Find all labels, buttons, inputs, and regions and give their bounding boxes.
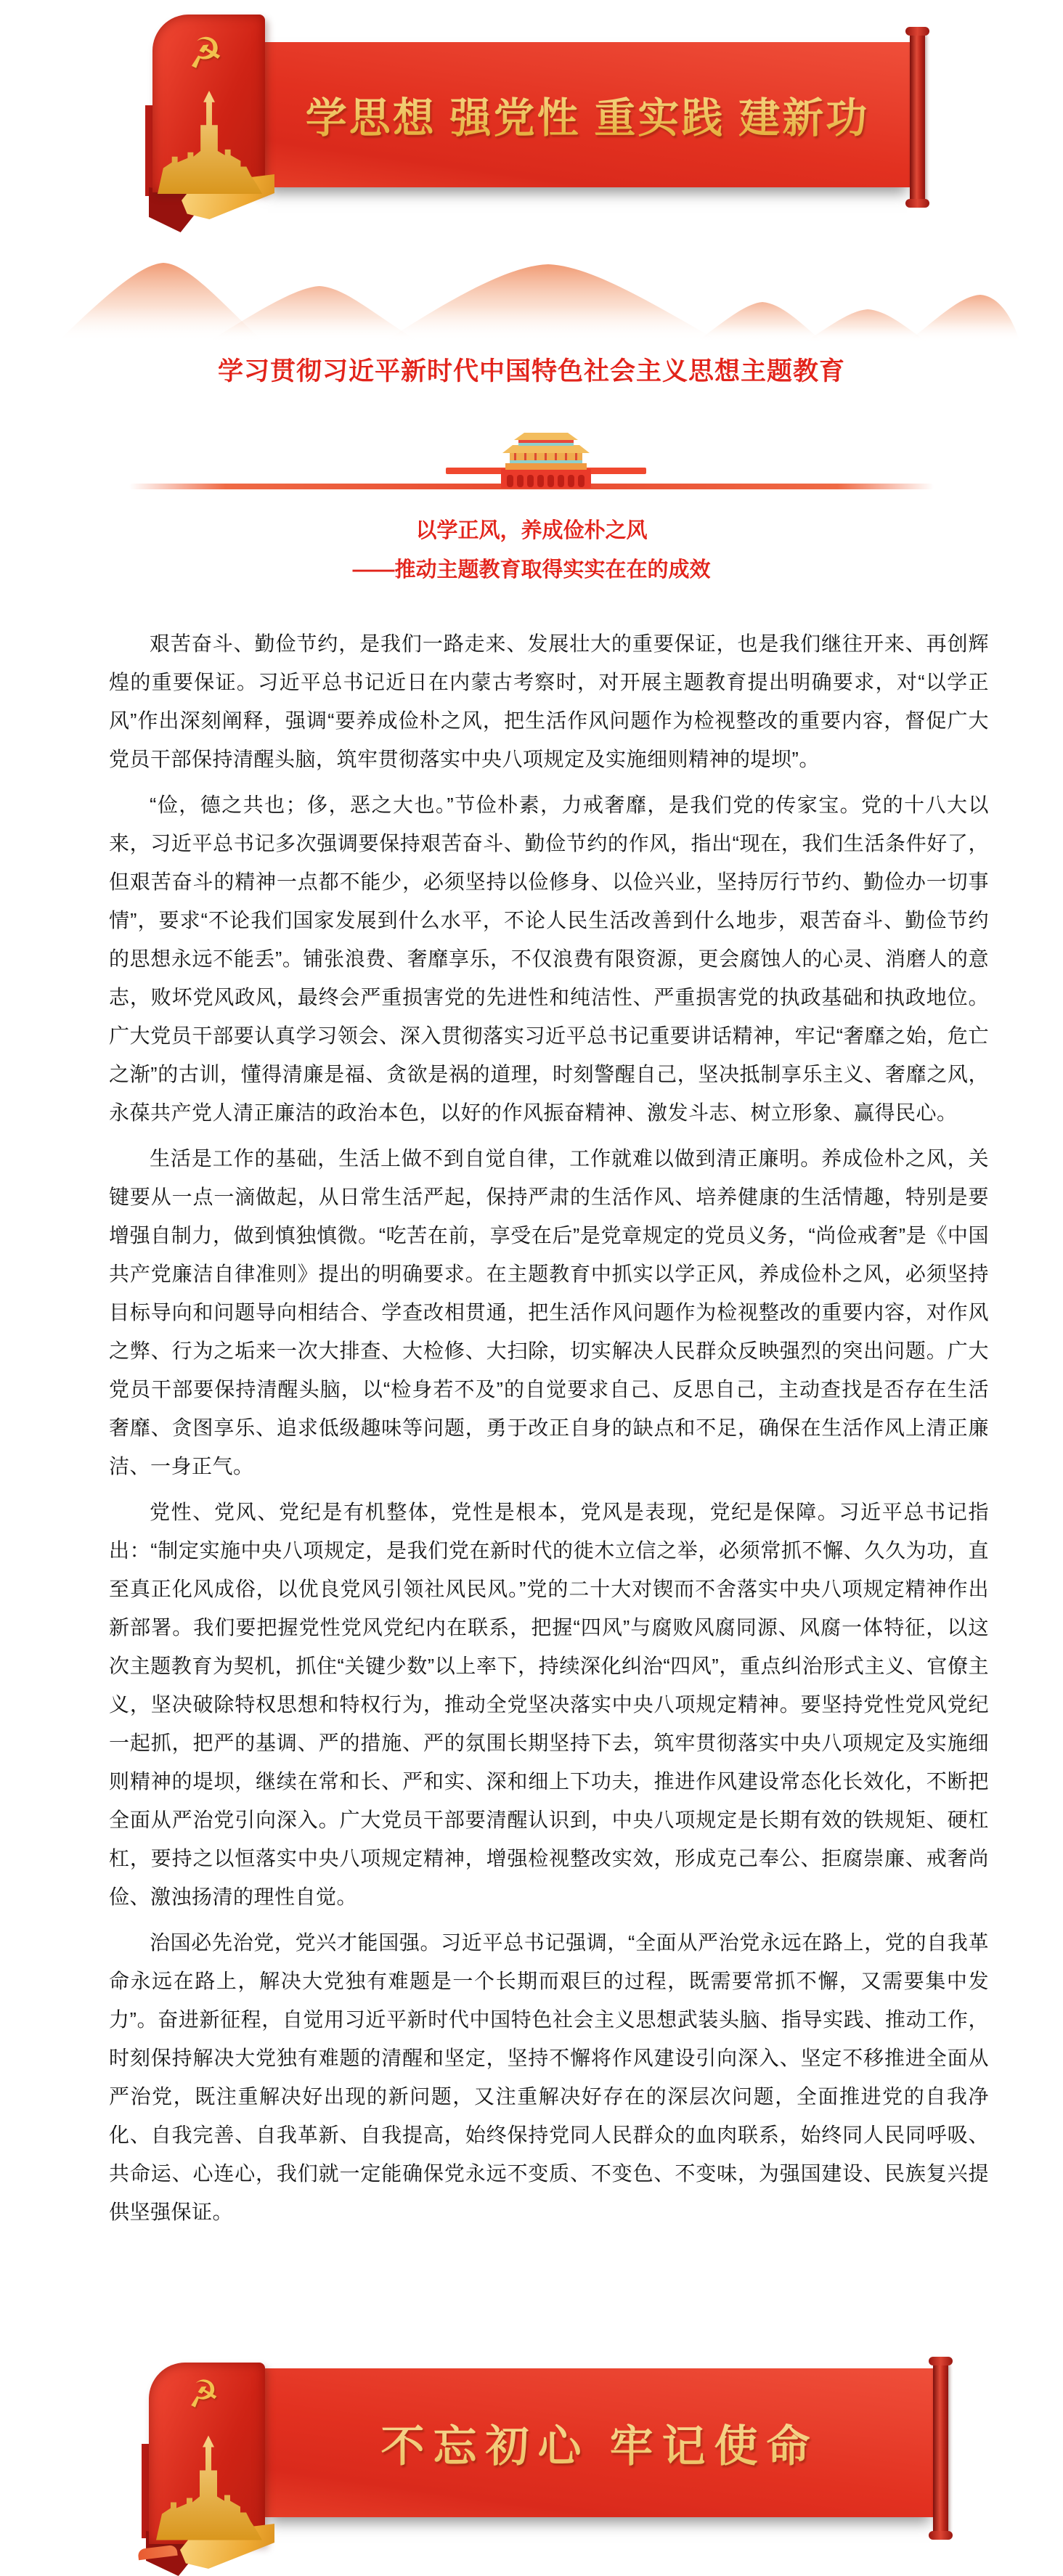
top-scroll-banner [142, 11, 933, 229]
bottom-banner-slogan: 不忘初心 牢记使命 [265, 2368, 934, 2517]
article-paragraph: 艰苦奋斗、勤俭节约，是我们一路走来、发展壮大的重要保证，也是我们继往开来、再创辉煌的重要保证。习近平总书记近日在内蒙古考察时，对开展主题教育提出明确要求，对“以学正风”作出深刻阐释，强调“要养成俭朴之风，把生活作风问题作为检视整改的重要内容，督促广大党员干部保持清醒头脑，筑牢贯彻落实中央八项规定及实施细则精神的堤坝”。 [109, 632, 989, 770]
article-paragraph: “俭，德之共也；侈，恶之大也。”节俭朴素，力戒奢靡，是我们党的传家宝。党的十八大以来，习近平总书记多次强调要保持艰苦奋斗、勤俭节约的作风，指出“现在，我们生活条件好了，但艰苦奋斗的精神一点都不能少，必须坚持以俭修身、以俭兴业，坚持厉行节约、勤俭办一切事情”，要求“不论我们国家发展到什么水平，不论人民生活改善到什么地步，艰苦奋斗、勤俭节约的思想永远不能丢”。铺张浪费、奢靡享乐，不仅浪费有限资源，更会腐蚀人的心灵、消磨人的意志，败坏党风政风，最终会严重损害党的先进性和纯洁性、严重损害党的执政基础和执政地位。广大党员干部要认真学习领会、深入贯彻落实习近平总书记重要讲话精神，牢记“奢靡之始，危亡之渐”的古训，懂得清廉是福、贪欲是祸的道理，时刻警醒自己，坚决抵制享乐主义、奢靡之风，永葆共产党人清正廉洁的政治本色，以好的作风振奋精神、激发斗志、树立形象、赢得民心。 [109, 794, 989, 1124]
great-wall-silhouette-icon [155, 2431, 264, 2543]
subtitle-line1: 以学正风，养成俭朴之风 [415, 519, 648, 542]
banner-pole [933, 2361, 948, 2535]
article-paragraph: 党性、党风、党纪是有机整体，党性是根本，党风是表现，党纪是保障。习近平总书记指出：“制定实施中央八项规定，是我们党在新时代的徙木立信之举，必须常抓不懈、久久为功，直至真正化风成俗，以优良党风引领社风民风。”党的二十大对锲而不舍落实中央八项规定精神作出新部署。我们要把握党性党风党纪内在联系，把握“四风”与腐败风腐同源、风腐一体特征，以这次主题教育为契机，抓住“关键少数”以上率下，持续深化纠治“四风”，重点纠治形式主义、官僚主义，坚决破除特权思想和特权行为，推动全党坚决落实中央八项规定精神。要坚持党性党风党纪一起抓，把严的基调、严的措施、严的氛围长期坚持下去，筑牢贯彻落实中央八项规定及实施细则精神的堤坝，继续在常和长、严和实、深和细上下功夫，推进作风建设常态化长效化，不断把全面从严治党引向深入。广大党员干部要清醒认识到，中央八项规定是长期有效的铁规矩、硬杠杠，要持之以恒落实中央八项规定精神，增强检视整改实效，形成克己奉公、拒腐崇廉、戒奢尚俭、激浊扬清的理性自觉。 [109, 1501, 989, 1908]
page-title: 学习贯彻习近平新时代中国特色社会主义思想主题教育 [217, 357, 845, 386]
tiananmen-gate-icon [430, 431, 662, 491]
banner-pole-cap-top [905, 27, 929, 36]
article-paragraph: 生活是工作的基础，生活上做不到自觉自律，工作就难以做到清正廉明。养成俭朴之风，关键要从一点一滴做起，从日常生活严起，保持严肃的生活作风、培养健康的生活情趣，特别是要增强自制力，做到慎独慎微。“吃苦在前，享受在后”是党章规定的党员义务，“尚俭戒奢”是《中国共产党廉洁自律准则》提出的明确要求。在主题教育中抓实以学正风，养成俭朴之风，必须坚持目标导向和问题导向相结合、学查改相贯通，把生活作风问题作为检视整改的重要内容，对作风之弊、行为之垢来一次大排查、大检修、大扫除，切实解决人民群众反映强烈的突出问题。广大党员干部要保持清醒头脑，以“检身若不及”的自觉要求自己、反思自己，主动查找是否存在生活奢靡、贪图享乐、追求低级趣味等问题，勇于改正自身的缺点和不足，确保在生活作风上清正廉洁、一身正气。 [109, 1147, 989, 1477]
bottom-scroll-banner [142, 2357, 958, 2547]
subtitle-line2: ——推动主题教育取得实实在在的成效 [352, 558, 711, 582]
article-paragraph: 治国必先治党，党兴才能国强。习近平总书记强调，“全面从严治党永远在路上，党的自我革命永远在路上，解决大党独有难题是一个长期而艰巨的过程，既需要常抓不懈，又需要集中发力”。奋进新征程，自觉用习近平新时代中国特色社会主义思想武装头脑、指导实践、推动工作，时刻保持解决大党独有难题的清醒和坚定，坚持不懈将作风建设引向深入、坚定不移推进全面从严治党，既注重解决好出现的新问题，又注重解决好存在的深层次问题，全面推进党的自我净化、自我完善、自我革新、自我提高，始终保持党同人民群众的血肉联系，始终同人民同呼吸、共命运、心连心，我们就一定能确保党永远不变质、不变色、不变味，为强国建设、民族复兴提供坚强保证。 [109, 1931, 989, 2223]
great-wall-silhouette-icon [156, 87, 264, 196]
banner-pole-cap-bottom [929, 2531, 953, 2540]
banner-pole-cap-bottom [905, 199, 929, 208]
party-emblem-icon: ☭ [184, 2371, 222, 2416]
party-emblem-icon: ☭ [183, 27, 227, 78]
ink-mountains-decoration [44, 256, 1019, 341]
top-banner-slogan: 学思想 强党性 重实践 建新功 [264, 42, 911, 187]
banner-pole [910, 31, 925, 203]
banner-pole-cap-top [929, 2357, 953, 2365]
article-body [109, 624, 989, 2238]
